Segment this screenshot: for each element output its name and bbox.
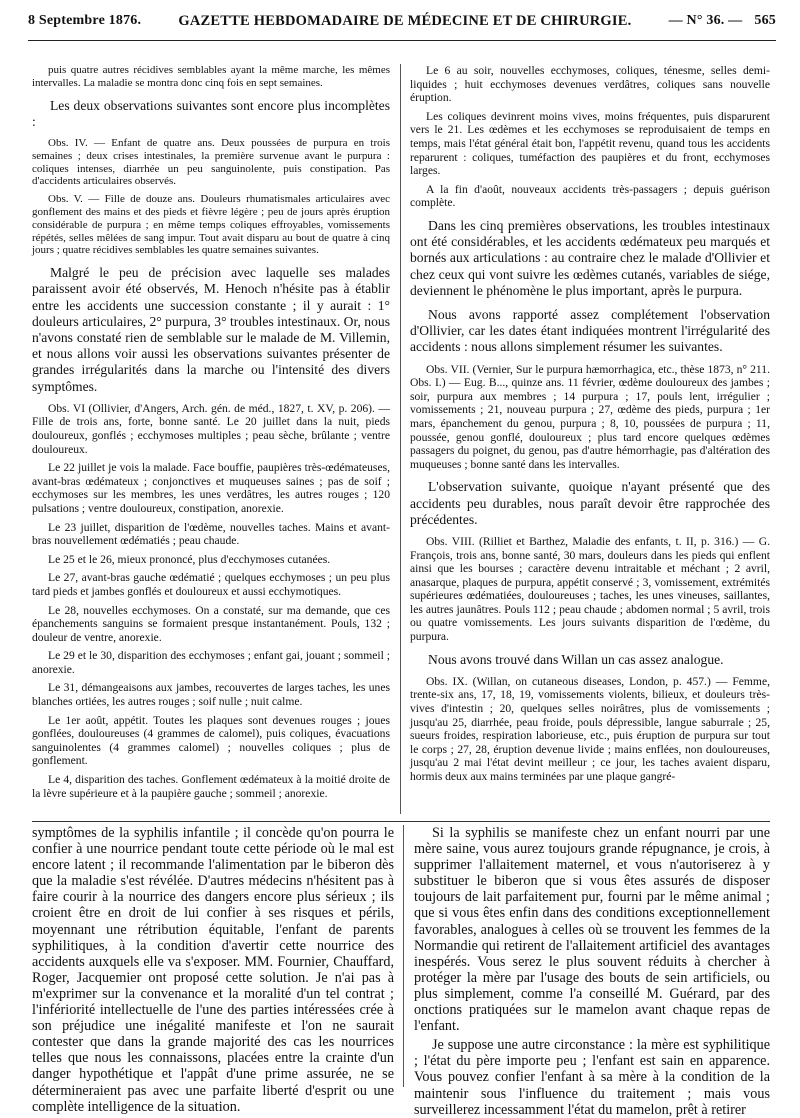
paragraph: Malgré le peu de précision avec laquelle ses malades paraissent avoir été observés, M. Henoch n'hésite pas à établir entre les accidents une succession constante ; il y aurait : 1° douleurs articulaires, 2° purpura, 3° troubles intestinaux. Or, nous n'avons constaté rien de semblable sur le malade de M. Villemin, et nous allons voir aussi les observations suivantes présenter de grandes irrégularités dans la marche ou l'intensité des divers symptômes. bbox=[32, 265, 390, 394]
paragraph: Les deux observations suivantes sont encore plus incomplètes : bbox=[32, 97, 390, 129]
paragraph: Le 25 et le 26, mieux prononcé, plus d'ecchymoses cutanées. bbox=[48, 552, 331, 566]
header-date: 8 Septembre 1876. bbox=[28, 13, 142, 28]
paragraph: Obs. VII. (Vernier, Sur le purpura hæmorrhagica, etc., thèse 1873, n° 211. Obs. I.) — Eug. B..., quinze ans. 11 février, œdème douloureux des jambes ; soir, purpura aux membres ; 14 purpura ; 17, pouls lent, irrégulier ; vomissements ; 21, nouveau purpura ; 27, œdème des pieds, purpura ; 1er mars, épanchement du genou, purpura ; 8, 10, poussées de purpura ; 11, poussée, genou gonflé, douloureux ; plus tard encore quelques œdèmes passagers du poignet, du genou, pas d'autre hémorrhagie, pas d'altération des muqueuses ; bonne santé dans les intervalles. bbox=[410, 362, 770, 471]
column-divider-top bbox=[400, 64, 401, 814]
running-header bbox=[28, 2, 776, 41]
paragraph: Obs. IV. — Enfant de quatre ans. Deux poussées de purpura en trois semaines ; deux crises intestinales, la première survenue avant le purpura : coliques intenses, diarrhée un peu sanguinolente, puis constipation. Pas d'accidents articulaires observés. bbox=[32, 137, 390, 188]
paragraph: Nous avons rapporté assez complétement l'observation d'Ollivier, car les dates étant indiquées montrent l'irrégularité des accidents : nous allons simplement résumer les suivantes. bbox=[410, 306, 770, 355]
paragraph: Le 23 juillet, disparition de l'œdème, nouvelles taches. Mains et avant-bras nouvellement œdématiés ; peau chaude. bbox=[32, 520, 390, 548]
top-right-column bbox=[410, 64, 770, 814]
header-page-number: 565 bbox=[754, 13, 776, 28]
header-journal-title: GAZETTE HEBDOMADAIRE DE MÉDECINE ET DE CHIRURGIE. bbox=[178, 12, 632, 29]
paragraph: Le 1er août, appétit. Toutes les plaques sont devenues rouges ; joues gonflées, douloureuses (4 grammes de calomel), puis coliques, évacuations sanguinolentes (4 grammes calomel) ; nouvelles coliques ; plus de gonflement. bbox=[32, 713, 390, 768]
bottom-right-column bbox=[414, 825, 770, 1118]
paragraph: Le 27, avant-bras gauche œdématié ; quelques ecchymoses ; un peu plus tard pieds et jambes gonflés et douloureux et aussi ecchymotiques. bbox=[32, 571, 390, 598]
bottom-left-column bbox=[32, 825, 394, 1115]
paragraph: L'observation suivante, quoique n'ayant présenté que des accidents peu durables, nous paraît devoir être rapprochée des précédentes. bbox=[410, 479, 770, 527]
header-issue-page bbox=[669, 13, 776, 29]
column-divider-bottom bbox=[403, 825, 404, 1087]
paragraph: Le 28, nouvelles ecchymoses. On a constaté, sur ma demande, que ces épanchements sanguins se formaient presque instantanément. Pouls, 132 ; douleur de ventre, anorexie. bbox=[32, 603, 390, 644]
paragraph: Le 31, démangeaisons aux jambes, recouvertes de larges taches, les unes blanches ortiées, les autres rouges ; soif nulle ; nuit calme. bbox=[32, 681, 390, 709]
paragraph: Obs. V. — Fille de douze ans. Douleurs rhumatismales articulaires avec gonflement des mains et des pieds et fièvre légère ; peu de jours après éruption considérable de purpura ; en même temps coliques effroyables, vomissements répétés, selles mêlées de sang impur. Tout avait disparu au bout de quatre à cinq jours ; quatre récidives semblables les quatre semaines suivantes. bbox=[32, 193, 390, 257]
paragraph: symptômes de la syphilis infantile ; il concède qu'on pourra le confier à une nourrice pendant toute cette période où le mal est encore latent ; il recommande l'alimentation par le biberon dès que la maladie s'est révélée. D'autres médecins n'hésitent pas à faire courir à la nourrice des dangers encore plus sérieux ; ils croient être en droit de lui confier à ses risques et périls, moyennant une rétribution équitable, l'enfant de parents syphilitiques, à la condition d'avertir cette nourrice des accidents auxquels elle va s'exposer. MM. Fournier, Chauffard, Roger, Jacquemier ont proposé cette solution. Je n'ai pas à m'exprimer sur la convenance et la moralité d'un tel contrat ; l'infériorité intellectuelle de l'une des parties intéressées crée à son préjudice une inégalité manifeste et l'on ne saurait contester que dans la grande majorité des cas les nourrices telles que nous les connaissons, placées entre la crainte d'un danger hypothétique et l'appât d'une prime assurée, ne se détermineraient pas avec une parfaite liberté d'esprit ou une complète intelligence de la situation. bbox=[32, 825, 394, 1115]
paragraph: Le 4, disparition des taches. Gonflement œdémateux à la moitié droite de la lèvre supérieure et à la paupière gauche ; sommeil ; anorexie. bbox=[32, 773, 390, 800]
paragraph: Nous avons trouvé dans Willan un cas assez analogue. bbox=[428, 651, 724, 667]
paragraph: Obs. VIII. (Rilliet et Barthez, Maladie des enfants, t. II, p. 316.) — G. François, trois ans, bonne santé, 30 mars, douleurs dans les pieds qui enflent ainsi que les bourses ; caractère devenu intraitable et méchant ; 2 avril, anasarque, plaques de purpura, appétit conservé ; 3, vomissement, extrémités supérieures œdématiées, douloureuses ; taches, les unes vineuses, saillantes, les autres jaunâtres. Pouls 112 ; peau chaude ; abdomen normal ; 5 avril, trois ou quatre vomissements. Les jours suivants disparition de l'œdème, du purpura. bbox=[410, 534, 770, 644]
section-divider bbox=[32, 821, 770, 822]
paragraph: Obs. IX. (Willan, on cutaneous diseases, London, p. 457.) — Femme, trente-six ans, 17, 18, 19, vomissements violents, bilieux, et douleurs très-vives d'intestin ; 20, quelques selles noirâtres, plus de vomissements ; jusqu'au 25, diarrhée, peau froide, pouls dépressible, langue saburrale ; 25, sueurs froides, respiration laborieuse, etc., puis éruption de purpura sur tout le corps ; 27, 28, éruption devenue livide ; mains enflées, non douloureuses, jusqu'au 2 mai l'état devint meilleur ; ce jour, les taches avaient disparu, hormis deux aux mains terminées par une plaque gangré- bbox=[410, 674, 770, 784]
paragraph: A la fin d'août, nouveaux accidents très-passagers ; depuis guérison complète. bbox=[410, 182, 770, 210]
paragraph: Dans les cinq premières observations, les troubles intestinaux ont été considérables, et les accidents œdémateux peu marqués et bornés aux articulations : au contraire chez le malade d'Ollivier et chez ceux qui vont suivre les œdèmes cutanés, variables de siége, deviennent le phénomène le plus important, après le purpura. bbox=[410, 217, 770, 298]
paragraph: Le 22 juillet je vois la malade. Face bouffie, paupières très-œdémateuses, avant-bras œdémateux ; conjonctives et muqueuses saines ; pas de soif ; ecchymoses sur les membres, les unes verdâtres, les autres rouges ; 120 pulsations ; ventre douloureux, constipation, anorexie. bbox=[32, 461, 390, 515]
top-left-column bbox=[32, 64, 390, 814]
paragraph: Si la syphilis se manifeste chez un enfant nourri par une mère saine, vous aurez toujours grande répugnance, je crois, à supprimer l'allaitement maternel, et vous n'autoriserez à y substituer le biberon que si vous êtes assurés de disposer toujours de lait parfaitement pur, fourni par le même animal ; que si vous êtes enfin dans des conditions exceptionnellement favorables, analogues à celles où se trouvent les femmes de la Normandie qui retirent de l'allaitement artificiel des avantages inespérés. Vous serez le plus souvent réduits à chercher à protéger la mère par l'usage des bouts de sein artificiels, ou plus simplement, comme l'a conseillé M. Guérard, par des onctions pratiquées sur le mamelon avant chaque repas de l'enfant. bbox=[414, 825, 770, 1035]
paragraph: Obs. VI (Ollivier, d'Angers, Arch. gén. de méd., 1827, t. XV, p. 206). — Fille de trois ans, forte, bonne santé. Le 20 juillet dans la nuit, pieds douloureux, gonflés ; ecchymoses multiples ; peau sèche, brûlante ; ventre douloureux. bbox=[32, 401, 390, 456]
paragraph: Les coliques devinrent moins vives, moins fréquentes, puis disparurent vers le 21. Les œdèmes et les ecchymoses se reproduisaient de temps en temps, mais l'état général était bon, l'appétit revenu, quand tous les accidents reparurent : coliques, tuméfaction des paupières et du front, ecchymoses larges. bbox=[410, 109, 770, 178]
paragraph: Le 29 et le 30, disparition des ecchymoses ; enfant gai, jouant ; sommeil ; anorexie. bbox=[32, 649, 390, 676]
paragraph: puis quatre autres récidives semblables ayant la même marche, les mêmes intervalles. La maladie se montra donc cinq fois en sept semaines. bbox=[32, 64, 390, 89]
paragraph: Je suppose une autre circonstance : la mère est syphilitique ; l'état du père importe peu ; l'enfant est sain en apparence. Vous pouvez confier l'enfant à sa mère à la condition de la maintenir sous l'influence du traitement ; mais vous surveillerez incessamment l'état du mamelon, prêt à retirer bbox=[414, 1037, 770, 1118]
paragraph: Le 6 au soir, nouvelles ecchymoses, coliques, ténesme, selles demi-liquides ; huit ecchymoses devenues verdâtres, coliques sans nouvelle éruption. bbox=[410, 64, 770, 105]
header-issue: — N° 36. — bbox=[668, 13, 743, 28]
